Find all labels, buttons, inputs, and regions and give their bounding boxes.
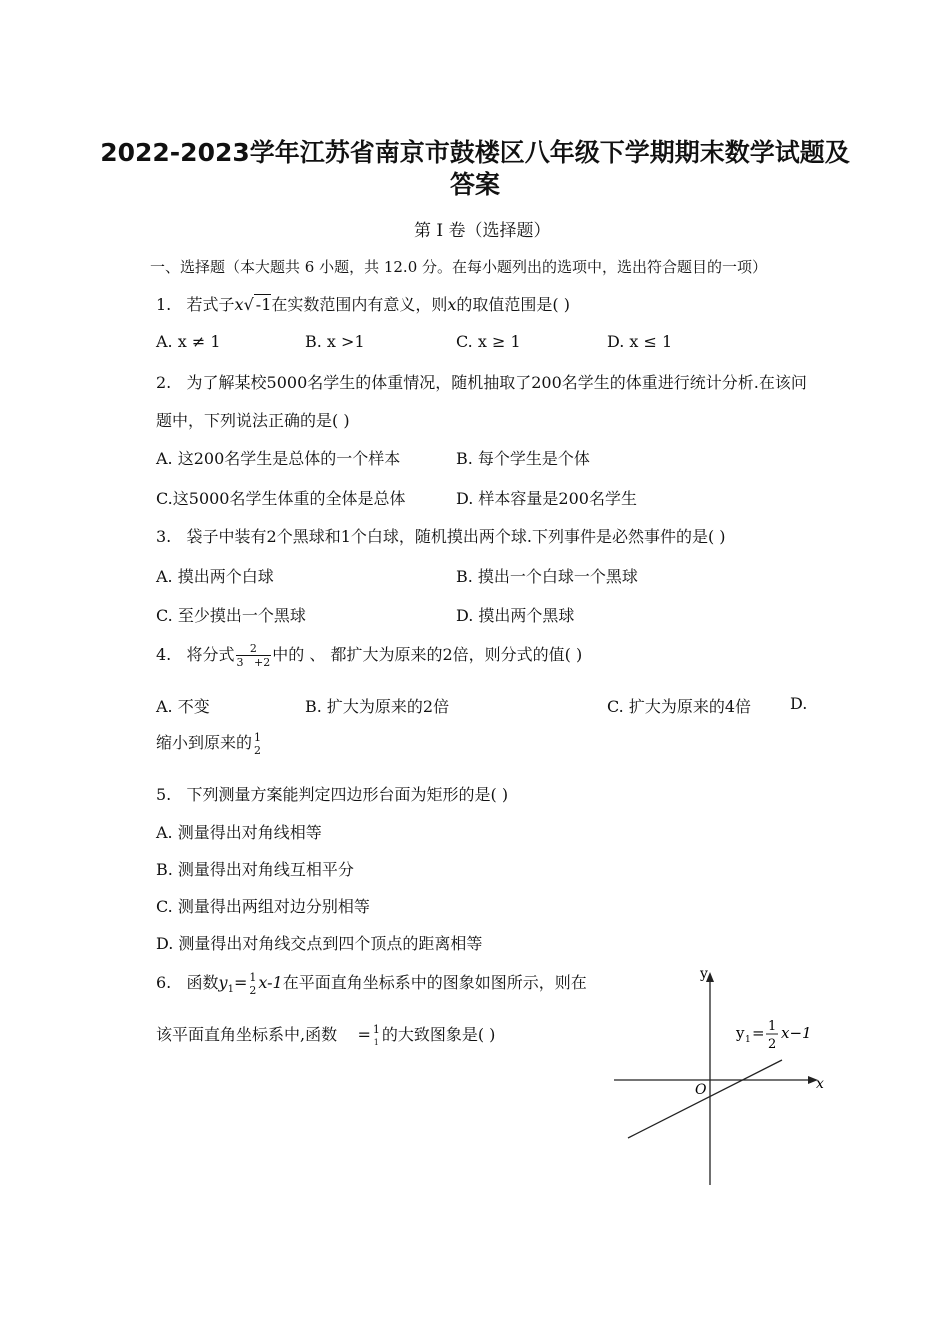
q6-graph (600, 960, 850, 1195)
svg-text:y: y (736, 1024, 745, 1042)
q3-option-c: C. 至少摸出一个黑球 (156, 606, 306, 625)
origin-label: O (695, 1082, 707, 1098)
q4-frac-num: 2 (236, 642, 272, 656)
q1-pre: 若式子 (186, 295, 235, 314)
q6-xm1: x-1 (258, 973, 283, 992)
q4-pre: 将分式 (186, 645, 235, 664)
q4-post: 中的 、 都扩大为原来的2倍，则分式的值( ) (272, 645, 583, 664)
question-6-line2 (156, 1022, 495, 1049)
svg-text:1: 1 (745, 1035, 751, 1045)
q6-line2-eq: = (357, 1025, 371, 1044)
doc-title-line2: 答案 (449, 170, 500, 199)
q1-option-c: C. x ≥ 1 (456, 332, 521, 351)
q5-option-a: A. 测量得出对角线相等 (156, 823, 322, 842)
q4-option-c: C. 扩大为原来的4倍 (607, 697, 752, 716)
question-2-line2: 题中，下列说法正确的是( ) (156, 411, 350, 430)
q6-post: 在平面直角坐标系中的图象如图所示，则在 (282, 973, 587, 992)
q1-x: x (234, 295, 244, 314)
q6-y: y (218, 973, 228, 992)
q4-option-b: B. 扩大为原来的2倍 (305, 697, 450, 716)
question-3 (156, 524, 726, 547)
q4-number: 4. (156, 645, 172, 664)
section-heading: 一、选择题（本大题共 6 小题，共 12.0 分。在每小题列出的选项中，选出符合题目的一项） (150, 258, 768, 276)
q5-option-b: B. 测量得出对角线互相平分 (156, 860, 354, 879)
q4-option-d: D. (790, 694, 808, 713)
q6-eq: = (233, 973, 248, 992)
q4-fraction (236, 642, 272, 669)
q6-fraction: 1 2 (249, 970, 257, 997)
q3-text: 袋子中装有2个黑球和1个白球，随机摸出两个球.下列事件是必然事件的是( ) (186, 527, 726, 546)
y-axis-label: y (700, 966, 708, 982)
q6-line2-pre: 该平面直角坐标系中,函数 (156, 1025, 338, 1044)
q2-option-b: B. 每个学生是个体 (456, 449, 590, 468)
q5-number: 5. (156, 785, 172, 804)
q3-option-a: A. 摸出两个白球 (156, 567, 274, 586)
q1-radical-sign: √ (243, 295, 254, 314)
q1-post2: 的取值范围是( ) (456, 295, 570, 314)
question-4 (156, 642, 582, 669)
q1-option-a: A. x ≠ 1 (156, 332, 221, 351)
q2-number: 2. (156, 373, 172, 392)
question-2-line1 (156, 370, 807, 393)
q5-text: 下列测量方案能判定四边形台面为矩形的是( ) (186, 785, 509, 804)
q2-option-a: A. 这200名学生是总体的一个样本 (156, 449, 401, 468)
part-heading: 第 I 卷（选择题） (414, 221, 551, 241)
q2-option-c: C.这5000名学生体重的全体是总体 (156, 489, 406, 508)
x-axis-label: x (816, 1076, 824, 1092)
q6-line2-fraction: 1 1 (372, 1022, 380, 1047)
q4-frac-den: 3 +2 (236, 656, 271, 669)
q1-option-b: B. x >1 (305, 332, 365, 351)
q4-option-d-text: 缩小到原来的 (156, 733, 253, 752)
line-equation (735, 1019, 812, 1052)
svg-text:x−1: x−1 (781, 1024, 812, 1042)
q3-option-d: D. 摸出两个黑球 (456, 606, 575, 625)
q1-option-d: D. x ≤ 1 (607, 332, 673, 351)
q2-option-d: D. 样本容量是200名学生 (456, 489, 637, 508)
q4-option-d-cont (156, 730, 263, 757)
q2-text-1: 为了解某校5000名学生的体重情况，随机抽取了200名学生的体重进行统计分析.在该问 (186, 373, 807, 392)
doc-title-line1: 2022-2023学年江苏省南京市鼓楼区八年级下学期期末数学试题及 (100, 138, 850, 167)
q3-number: 3. (156, 527, 172, 546)
q6-number: 6. (156, 973, 172, 992)
q5-option-c: C. 测量得出两组对边分别相等 (156, 897, 370, 916)
q3-option-b: B. 摸出一个白球一个黑球 (456, 567, 638, 586)
svg-text:=: = (752, 1024, 765, 1042)
q1-number: 1. (156, 295, 172, 314)
svg-text:2: 2 (768, 1037, 777, 1052)
q4-option-a: A. 不变 (156, 697, 210, 716)
question-5 (156, 782, 508, 805)
question-1 (156, 292, 570, 315)
q5-option-d: D. 测量得出对角线交点到四个顶点的距离相等 (156, 934, 483, 953)
q1-x2: x (447, 295, 457, 314)
svg-text:1: 1 (768, 1019, 777, 1034)
function-line (628, 1060, 782, 1138)
q1-radicand: -1 (255, 295, 272, 314)
q6-sub: 1 (227, 984, 234, 996)
q1-post: 在实数范围内有意义，则 (271, 295, 448, 314)
q6-line2-post: 的大致图象是( ) (381, 1025, 496, 1044)
q4-half-fraction: 1 2 (254, 730, 262, 757)
q6-pre: 函数 (186, 973, 219, 992)
question-6-line1 (156, 970, 587, 997)
